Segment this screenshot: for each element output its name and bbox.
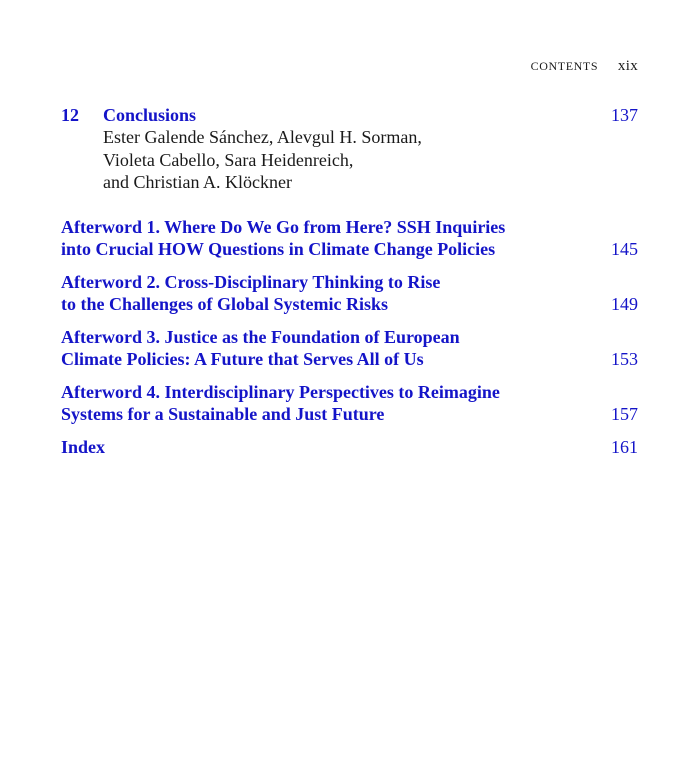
toc-entry-index[interactable] [61,436,638,458]
afterword-page-link[interactable]: 157 [611,403,638,424]
running-head [531,58,638,75]
toc-entry-afterword-3[interactable] [61,326,638,370]
running-head-label: CONTENTS [530,59,599,73]
afterword-title-line[interactable]: Afterword 2. Cross-Disciplinary Thinking to Rise [61,271,441,292]
afterword-page-link[interactable]: 153 [611,348,638,369]
afterword-title-line[interactable]: Afterword 3. Justice as the Foundation of European [61,326,460,347]
chapter-page-link[interactable]: 137 [611,105,638,125]
chapter-body [61,104,638,194]
afterword-title-line[interactable]: Afterword 4. Interdisciplinary Perspectives to Reimagine [61,381,500,402]
author-line: and Christian A. Klöckner [103,172,292,192]
author-line: Violeta Cabello, Sara Heidenreich, [103,149,354,170]
afterword-title-line[interactable]: Systems for a Sustainable and Just Future [61,403,385,424]
afterword-page-link[interactable]: 149 [611,293,638,314]
toc-entry-afterword-1[interactable] [61,216,638,260]
chapter-number-link[interactable]: 12 [61,105,79,125]
chapter-title-link[interactable]: Conclusions [103,105,197,125]
table-of-contents [61,104,638,458]
afterword-title-line[interactable]: Afterword 1. Where Do We Go from Here? SSH Inquiries [61,216,506,237]
index-page-link[interactable]: 161 [611,436,638,457]
toc-entry-afterword-2[interactable] [61,271,638,315]
afterword-title-line[interactable]: into Crucial HOW Questions in Climate Change Policies [61,238,496,259]
author-line: Ester Galende Sánchez, Alevgul H. Sorman, [103,127,422,147]
afterword-page-link[interactable]: 145 [611,238,638,259]
running-head-page-number: xix [617,58,638,74]
toc-entry-afterword-4[interactable] [61,381,638,425]
afterword-title-line[interactable]: to the Challenges of Global Systemic Risks [61,293,389,314]
chapter-authors [103,126,588,194]
toc-entry-chapter-12 [61,104,638,194]
afterword-title-line[interactable]: Climate Policies: A Future that Serves All of Us [61,348,424,369]
index-link[interactable]: Index [61,436,106,457]
